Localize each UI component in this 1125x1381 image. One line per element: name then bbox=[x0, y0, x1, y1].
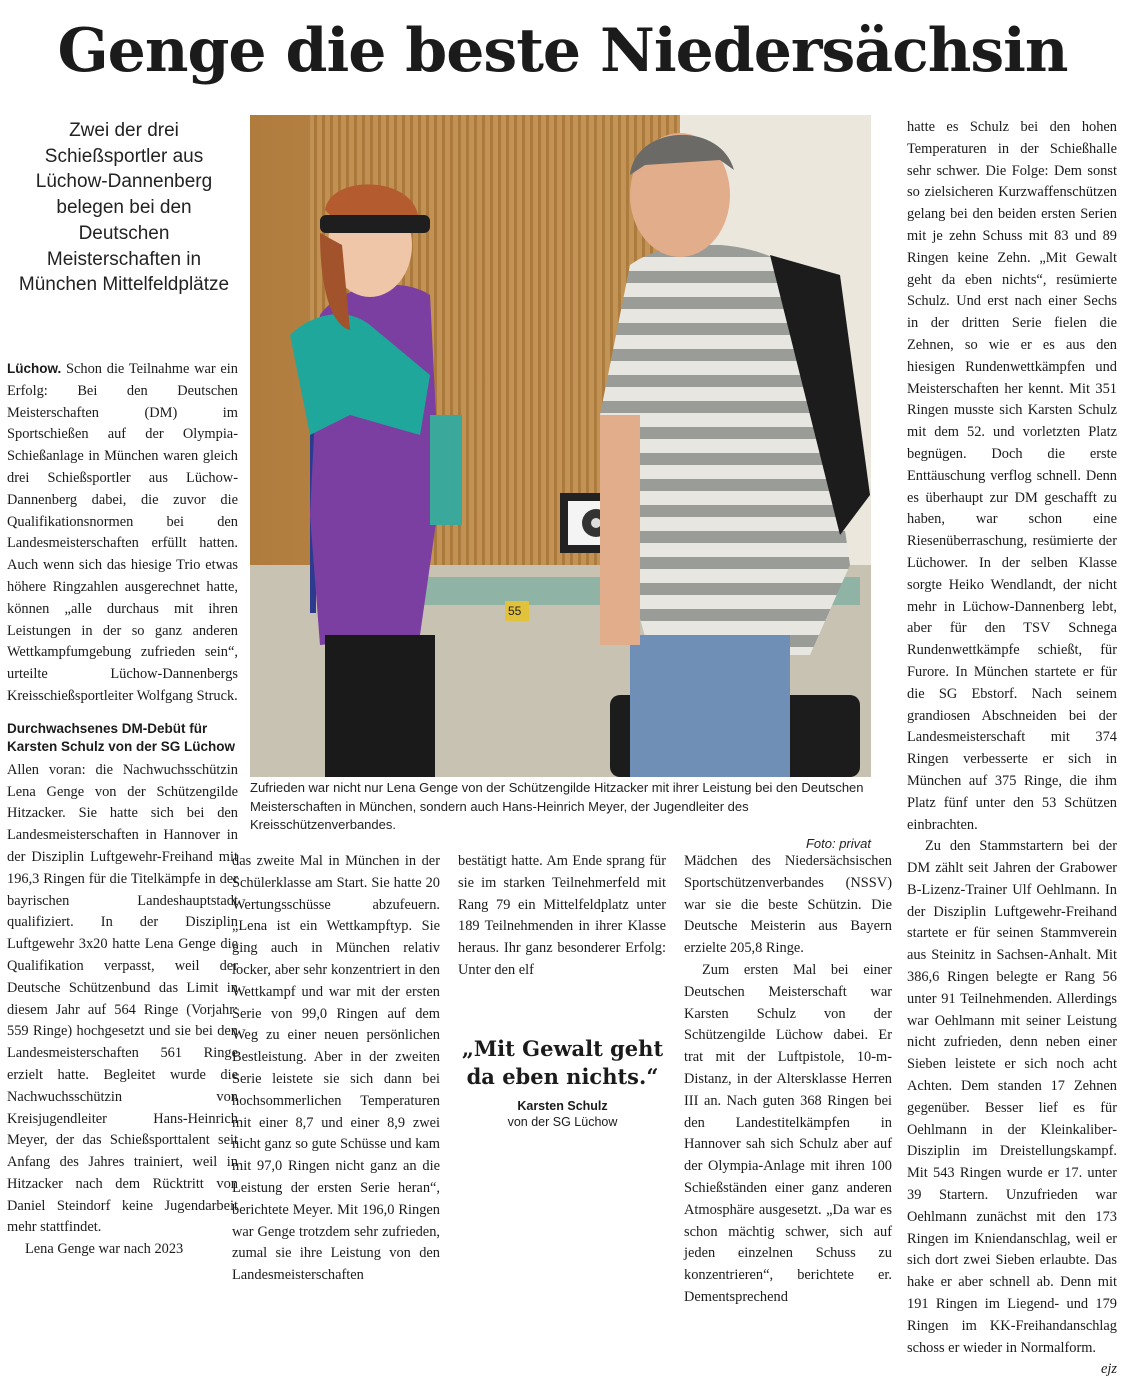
paragraph: bestätigt hatte. Am Ende sprang für sie im starken Teilnehmerfeld mit Rang 79 ein Mittelfeldplatz unter 189 Teilnehmenden in ihrer Klasse heraus. Ihr ganz besonderer Erfolg: Unter den elf bbox=[458, 853, 666, 978]
paragraph: Allen voran: die Nachwuchsschützin Lena Genge von der Schützengilde Hitzacker. Sie hatte sich bei den Landesmeisterschaften in Hannover in der Disziplin Luftgewehr-Freihand mit 196,3 Ringen für die Titelkämpfe in der bayrischen Landeshauptstadt qualifiziert. In der Disziplin Luftgewehr 3x20 hatte Lena Genge die Qualifikation verpasst, weil der Deutsche Schützenbund das Limit in diesem Jahr auf 564 Ringe (Vorjahr: 559 Ringe) hochgesetzt und sie bei den Landesmeisterschaften 561 Ringe erzielt hatte. Begleitet wurde die Nachwuchsschützin von Kreisjugendleiter Hans-Heinrich Meyer, der das Schießsporttalent seit Anfang des Jahres trainiert, weil in Hitzacker nach dem Rücktritt von Daniel Steindorf keine Jugendarbeit mehr stattfindet. bbox=[7, 761, 238, 1236]
photo-credit: Foto: privat bbox=[805, 835, 871, 851]
paragraph bbox=[7, 358, 238, 708]
paragraph-text: Zu den Stammstartern bei der DM zählt seit Jahren der Grabower B-Lizenz-Trainer Ulf Oehlmann. In der Disziplin Luftgewehr-Freihand startete er für seinen Stammverein aus Steinitz in Sachsen-Anhalt. Mit 386,6 Ringen belegte er Rang 56 unter 91 Teilnehmenden. Allerdings war Oehlmann mit seiner Leistung nicht zufrieden, denn neben einer Sieben leistete er sich noch acht Achten. Dem standen 17 Zehnen gegenüber. Besser lief es für Oehlmann in der Kleinkaliber-Disziplin im Dreistellungskampf. Mit 543 Ringen wurde er 17. unter 39 Startern. Unzufrieden war Oehlmann zunächst mit den 173 Ringen im Kniendanschlag, weil er sich dort zwei Sieben erlaubte. Das hake er aber schnell ab. Denn mit 191 Ringen im Liegend- und 179 Ringen im KK-Freihandanschlag schoss er wieder in Normalform. bbox=[907, 838, 1117, 1356]
author-signature: ejz bbox=[1101, 1361, 1117, 1378]
paragraph-text: Schon die Teilnahme war ein Erfolg: Bei den Deutschen Meisterschaften (DM) im Sportschießen auf der Olympia-Schießanlage in München waren gleich drei Schießsportler aus Lüchow-Dannenberg dabei, die zuvor die Qualifikationsnormen bei den Landesmeisterschaften erfüllt hatten. Auch wenn sich das hiesige Trio etwas höhere Ringzahlen ausgerechnet hatte, können „alle durchaus mit ihren Leistungen in der so ganz anderen Wettkampfumgebung zufrieden sein“, urteilte Lüchow-Dannenbergs Kreisschießsportleiter Wolfgang Struck. bbox=[7, 361, 238, 704]
paragraph: Mädchen des Niedersächsischen Sportschützenverbandes (NSSV) war sie die beste Schützin. Die Deutsche Meisterin aus Bayern erzielte 205,8 Ringe. bbox=[684, 853, 892, 957]
headline: Genge die beste Niedersächsin bbox=[57, 16, 1068, 86]
paragraph bbox=[907, 836, 1117, 1378]
column-1 bbox=[7, 358, 238, 1261]
column-5 bbox=[907, 117, 1117, 1381]
paragraph: das zweite Mal in München in der Schülerklasse am Start. Sie hatte 20 Wertungsschüsse abzufeuern. „Lena ist ein Wettkampftyp. Sie ging auch in München relativ locker, aber sehr konzentriert in den Wettkampf und war mit der ersten Serie von 99,0 Ringen auf dem Weg zu einer neuen persönlichen Bestleistung. Aber in der zweiten Serie leistete sie sich dann bei hochsommerlichen Temperaturen mit einer 8,7 und einer 8,9 zwei nicht ganz so gute Schüsse und kam mit 97,0 Ringen nicht ganz an die Leistung der ersten Serie heran“, berichtete Meyer. Mit 196,0 Ringen war Genge trotzdem sehr zufrieden, zumal sie ihre Leistung von den Landesmeisterschaften bbox=[232, 853, 440, 1284]
photo-illustration bbox=[250, 115, 871, 777]
paragraph: Zum ersten Mal bei einer Deutschen Meisterschaft war Karsten Schulz von der Schützengilde Lüchow dabei. Er trat mit der Luftpistole, 10-m-Distanz, in der Altersklasse Herren III an. Nach guten 368 Ringen bei den Landestitelkämpfen in Hannover sah sich Schulz aber auf der Olympia-Anlage mit ihren 100 Schießständen einer ganz anderen Atmosphäre ausgesetzt. „Da war es schon mächtig schwer, sich auf jeden einzelnen Schuss zu konzentrieren“, berichtete er. Dementsprechend bbox=[684, 961, 892, 1305]
quote-role: von der SG Lüchow bbox=[507, 1115, 618, 1129]
caption-text: Zufrieden war nicht nur Lena Genge von der Schützengilde Hitzacker mit ihrer Leistung bei den Deutschen Meisterschaften in München, sondern auch Hans-Heinrich Meyer, der Jugendleiter des Kreisschützenverbandes. bbox=[250, 780, 864, 832]
intertitle: Durchwachsenes DM-Debüt für Karsten Schulz von der SG Lüchow bbox=[7, 720, 236, 754]
quote-author: Karsten Schulz bbox=[517, 1099, 608, 1113]
lane-number: 55 bbox=[508, 604, 522, 618]
column-4 bbox=[684, 851, 892, 1309]
paragraph: Lena Genge war nach 2023 bbox=[25, 1241, 184, 1258]
column-3 bbox=[458, 851, 666, 982]
column-2 bbox=[232, 851, 440, 1287]
paragraph: hatte es Schulz bei den hohen Temperaturen in der Schießhalle sehr schwer. Die Folge: Dem sonst so zielsicheren Kurzwaffenschützen gelang bei den beiden ersten Serien mit je zehn Schuss mit 83 und 89 Ringen keine Zehn. „Mit Gewalt geht da eben nichts“, resümierte Schulz. Und erst nach einer Sechs in der dritten Serie fielen die Zehnen, so wie er es aus den hiesigen Rundenwettkämpfen und Meisterschaften her kennt. Mit 351 Ringen musste sich Karsten Schulz mit dem 52. und vorletzten Platz begnügen. Doch die erste Enttäuschung verflog schnell. Denn es überhaupt zur DM geschafft zu haben, war schon eine Riesenüberraschung, resümierte der Lüchower. In der selben Klasse sorgte Heiko Wendlandt, der nicht mehr in Lüchow-Dannenberg lebt, aber für den TSV Schnega Rundenwettkämpfe schießt, für Furore. In München startete er für die SG Ebstorf. Nach seinem grandiosen Abschneiden bei der Landesmeisterschaft mit 374 Ringen verbesserte er sich in München auf 375 Ringe, die ihm Platz fünf unter den 53 Schützen einbrachten. bbox=[907, 119, 1117, 833]
dateline: Lüchow. bbox=[7, 361, 62, 376]
deck: Zwei der drei Schießsportler aus Lüchow-Dannenberg belegen bei den Deutschen Meisterschaften in München Mittelfeldplätze bbox=[18, 120, 230, 296]
photo bbox=[250, 115, 871, 777]
pull-quote bbox=[460, 1035, 665, 1129]
quote-text: „Mit Gewalt geht da eben nichts.“ bbox=[461, 1036, 664, 1089]
photo-caption bbox=[250, 779, 871, 853]
